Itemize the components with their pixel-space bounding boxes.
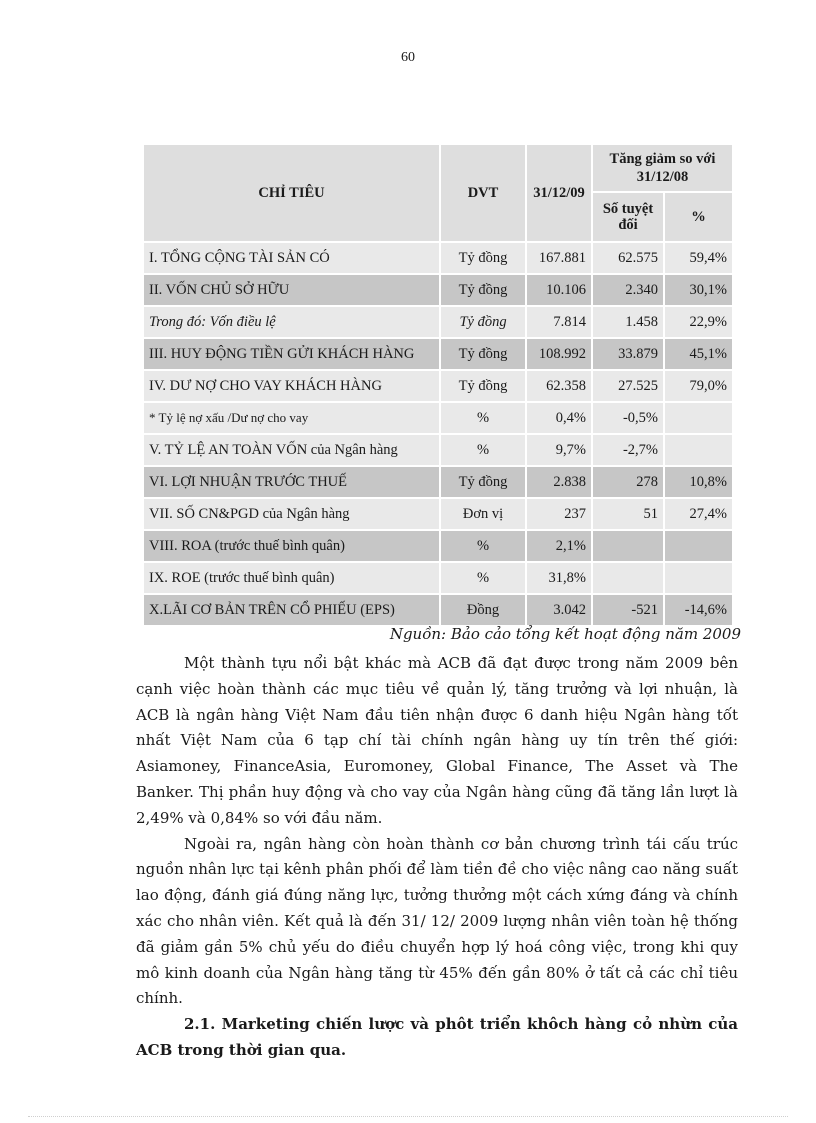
- row-unit: Tỷ đồng: [440, 306, 526, 338]
- row-value: 3.042: [526, 594, 592, 626]
- row-label: Trong đó: Vốn điều lệ: [143, 306, 440, 338]
- row-abs-change: [592, 530, 664, 562]
- table-row: [143, 274, 733, 306]
- row-value: 2.838: [526, 466, 592, 498]
- table-row: [143, 242, 733, 274]
- row-abs-change: 27.525: [592, 370, 664, 402]
- paragraph: Ngoài ra, ngân hàng còn hoàn thành cơ bản chương trình tái cấu trúc nguồn nhân lực tại kênh phân phối để làm tiền đề cho việc nâng cao năng suất lao động, đánh giá đúng năng lực, tưởng thưởng một cách xứng đáng và chính xác cho nhân viên. Kết quả là đến 31/ 12/ 2009 lượng nhân viên toàn hệ thống đã giảm gần 5% chủ yếu do điều chuyển hợp lý hoá công việc, trong khi quy mô kinh doanh của Ngân hàng tăng từ 45% đến gần 80% ở tất cả các chỉ tiêu chính.: [136, 834, 738, 1008]
- row-label: * Tỷ lệ nợ xấu /Dư nợ cho vay: [143, 402, 440, 434]
- page-footer-divider: [28, 1116, 788, 1117]
- row-pct-change: [664, 434, 733, 466]
- header-dvt: DVT: [440, 144, 526, 242]
- row-label: IV. DƯ NỢ CHO VAY KHÁCH HÀNG: [143, 370, 440, 402]
- row-label: II. VỐN CHỦ SỞ HỮU: [143, 274, 440, 306]
- row-unit: %: [440, 562, 526, 594]
- row-pct-change: 22,9%: [664, 306, 733, 338]
- header-date: 31/12/09: [526, 144, 592, 242]
- row-value: 31,8%: [526, 562, 592, 594]
- row-unit: Đơn vị: [440, 498, 526, 530]
- row-unit: Đồng: [440, 594, 526, 626]
- table-row: [143, 338, 733, 370]
- row-value: 2,1%: [526, 530, 592, 562]
- header-so-tuyet-doi: Số tuyệt đối: [592, 192, 664, 242]
- header-change-group: Tăng giảm so với 31/12/08: [592, 144, 733, 192]
- row-unit: Tỷ đồng: [440, 274, 526, 306]
- row-value: 10.106: [526, 274, 592, 306]
- row-label: X.LÃI CƠ BẢN TRÊN CỔ PHIẾU (EPS): [143, 594, 440, 626]
- row-pct-change: [664, 562, 733, 594]
- row-abs-change: 1.458: [592, 306, 664, 338]
- row-label: V. TỶ LỆ AN TOÀN VỐN của Ngân hàng: [143, 434, 440, 466]
- row-pct-change: 59,4%: [664, 242, 733, 274]
- row-value: 0,4%: [526, 402, 592, 434]
- row-label: VIII. ROA (trước thuế bình quân): [143, 530, 440, 562]
- header-chi-tieu: CHỈ TIÊU: [143, 144, 440, 242]
- row-unit: %: [440, 402, 526, 434]
- row-abs-change: 51: [592, 498, 664, 530]
- table-row: [143, 434, 733, 466]
- header-percent: %: [664, 192, 733, 242]
- table-row: [143, 562, 733, 594]
- table-row: [143, 594, 733, 626]
- row-unit: %: [440, 530, 526, 562]
- row-abs-change: [592, 562, 664, 594]
- row-pct-change: 30,1%: [664, 274, 733, 306]
- row-pct-change: 79,0%: [664, 370, 733, 402]
- row-unit: Tỷ đồng: [440, 370, 526, 402]
- row-value: 167.881: [526, 242, 592, 274]
- row-abs-change: -2,7%: [592, 434, 664, 466]
- table-row: [143, 466, 733, 498]
- row-pct-change: -14,6%: [664, 594, 733, 626]
- table-row: [143, 530, 733, 562]
- row-pct-change: 27,4%: [664, 498, 733, 530]
- row-pct-change: [664, 530, 733, 562]
- row-abs-change: -0,5%: [592, 402, 664, 434]
- row-abs-change: 62.575: [592, 242, 664, 274]
- row-unit: Tỷ đồng: [440, 242, 526, 274]
- row-value: 7.814: [526, 306, 592, 338]
- paragraph: Một thành tựu nổi bật khác mà ACB đã đạt được trong năm 2009 bên cạnh việc hoàn thành các mục tiêu về quản lý, tăng trưởng và lợi nhuận, là ACB là ngân hàng Việt Nam đầu tiên nhận được 6 danh hiệu Ngân hàng tốt nhất Việt Nam của 6 tạp chí tài chính ngân hàng uy tín trên thế giới: Asiamoney, FinanceAsia, Euromoney, Global Finance, The Asset và The Banker. Thị phần huy động và cho vay của Ngân hàng cũng đã tăng lần lượt là 2,49% và 0,84% so với đầu năm.: [136, 654, 738, 827]
- row-unit: Tỷ đồng: [440, 466, 526, 498]
- row-unit: Tỷ đồng: [440, 338, 526, 370]
- table-row: [143, 370, 733, 402]
- row-value: 9,7%: [526, 434, 592, 466]
- row-label: IX. ROE (trước thuế bình quân): [143, 562, 440, 594]
- row-label: I. TỔNG CỘNG TÀI SẢN CÓ: [143, 242, 440, 274]
- row-abs-change: 2.340: [592, 274, 664, 306]
- row-abs-change: -521: [592, 594, 664, 626]
- table-row: [143, 306, 733, 338]
- row-label: III. HUY ĐỘNG TIỀN GỬI KHÁCH HÀNG: [143, 338, 440, 370]
- table-row: [143, 402, 733, 434]
- body-text: [136, 651, 738, 1064]
- section-heading: 2.1. Marketing chiến lược và phôt triển khôch hàng cỏ nhừn của ACB trong thời gian qua.: [136, 1015, 738, 1059]
- table-source-note: Nguồn: Bảo cảo tổng kết hoạt động năm 2009: [389, 625, 741, 643]
- row-value: 237: [526, 498, 592, 530]
- row-value: 108.992: [526, 338, 592, 370]
- row-abs-change: 33.879: [592, 338, 664, 370]
- financial-indicators-table: [142, 143, 734, 627]
- table-row: [143, 498, 733, 530]
- row-value: 62.358: [526, 370, 592, 402]
- page-number: 60: [401, 50, 415, 65]
- row-label: VII. SỐ CN&PGD của Ngân hàng: [143, 498, 440, 530]
- row-abs-change: 278: [592, 466, 664, 498]
- row-label: VI. LỢI NHUẬN TRƯỚC THUẾ: [143, 466, 440, 498]
- row-pct-change: [664, 402, 733, 434]
- row-unit: %: [440, 434, 526, 466]
- row-pct-change: 45,1%: [664, 338, 733, 370]
- row-pct-change: 10,8%: [664, 466, 733, 498]
